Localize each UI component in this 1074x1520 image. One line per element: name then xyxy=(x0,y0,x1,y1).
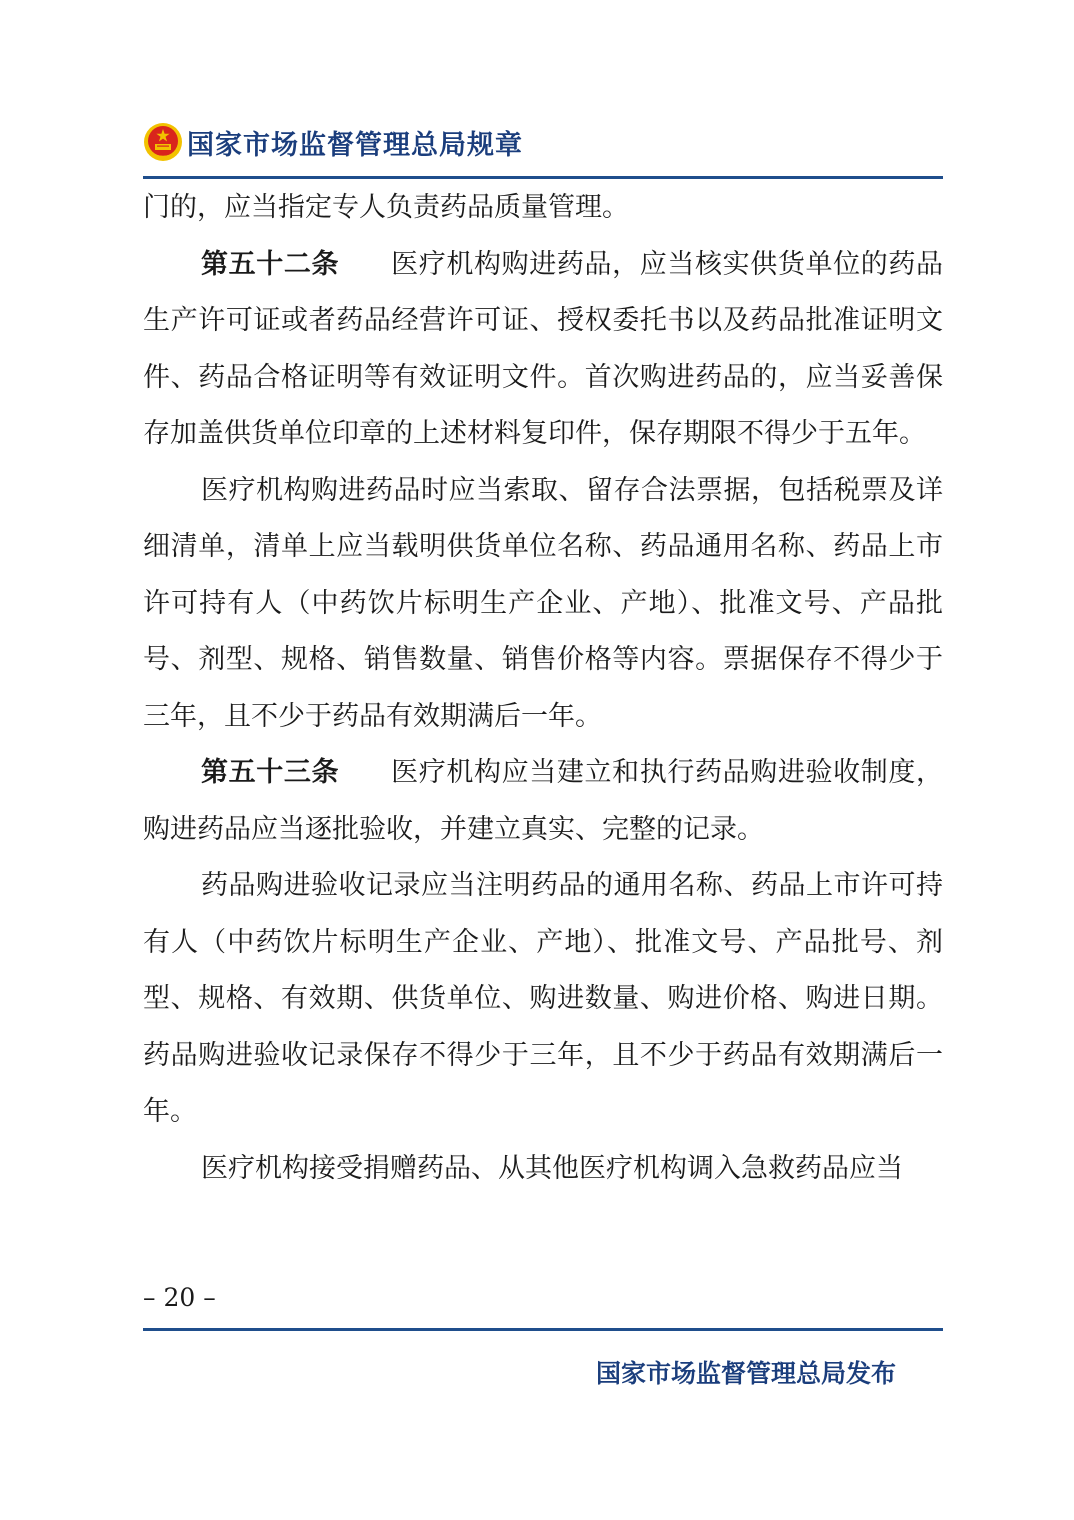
paragraph-text: 医疗机构购进药品，应当核实供货单位的药品生产许可证或者药品经营许可证、授权委托书以及药品批准证明文件、药品合格证明等有效证明文件。首次购进药品的，应当妥善保存加盖供货单位印章的上述材料复印件，保存期限不得少于五年。 xyxy=(143,248,943,449)
footer-rule xyxy=(143,1328,943,1331)
document-body xyxy=(143,180,943,1197)
paragraph-text: 医疗机构接受捐赠药品、从其他医疗机构调入急救药品应当 xyxy=(201,1152,903,1184)
paragraph xyxy=(143,1141,943,1198)
paragraph xyxy=(143,180,943,237)
article-number: 第五十三条 xyxy=(201,757,340,788)
paragraph-text: 医疗机构购进药品时应当索取、留存合法票据，包括税票及详细清单，清单上应当载明供货单位名称、药品通用名称、药品上市许可持有人（中药饮片标明生产企业、产地）、批准文号、产品批号、剂型、规格、销售数量、销售价格等内容。票据保存不得少于三年，且不少于药品有效期满后一年。 xyxy=(143,474,943,732)
paragraph-text: 医疗机构应当建立和执行药品购进验收制度，购进药品应当逐批验收，并建立真实、完整的记录。 xyxy=(143,757,943,845)
paragraph xyxy=(143,237,943,463)
paragraph xyxy=(143,858,943,1141)
paragraph-text: 药品购进验收记录应当注明药品的通用名称、药品上市许可持有人（中药饮片标明生产企业、产地）、批准文号、产品批号、剂型、规格、有效期、供货单位、购进数量、购进价格、购进日期。药品购进验收记录保存不得少于三年，且不少于药品有效期满后一年。 xyxy=(143,870,943,1127)
national-emblem-icon xyxy=(143,122,183,162)
paragraph-text: 门的，应当指定专人负责药品质量管理。 xyxy=(143,192,629,223)
article-number: 第五十二条 xyxy=(201,248,340,280)
page-header-title: 国家市场监督管理总局规章 xyxy=(187,130,523,161)
publisher-footer: 国家市场监督管理总局发布 xyxy=(596,1359,897,1388)
header-rule xyxy=(143,176,943,179)
paragraph xyxy=(143,463,943,746)
page-header xyxy=(143,120,943,180)
paragraph xyxy=(143,745,943,858)
page-number: – 20 – xyxy=(143,1283,216,1312)
